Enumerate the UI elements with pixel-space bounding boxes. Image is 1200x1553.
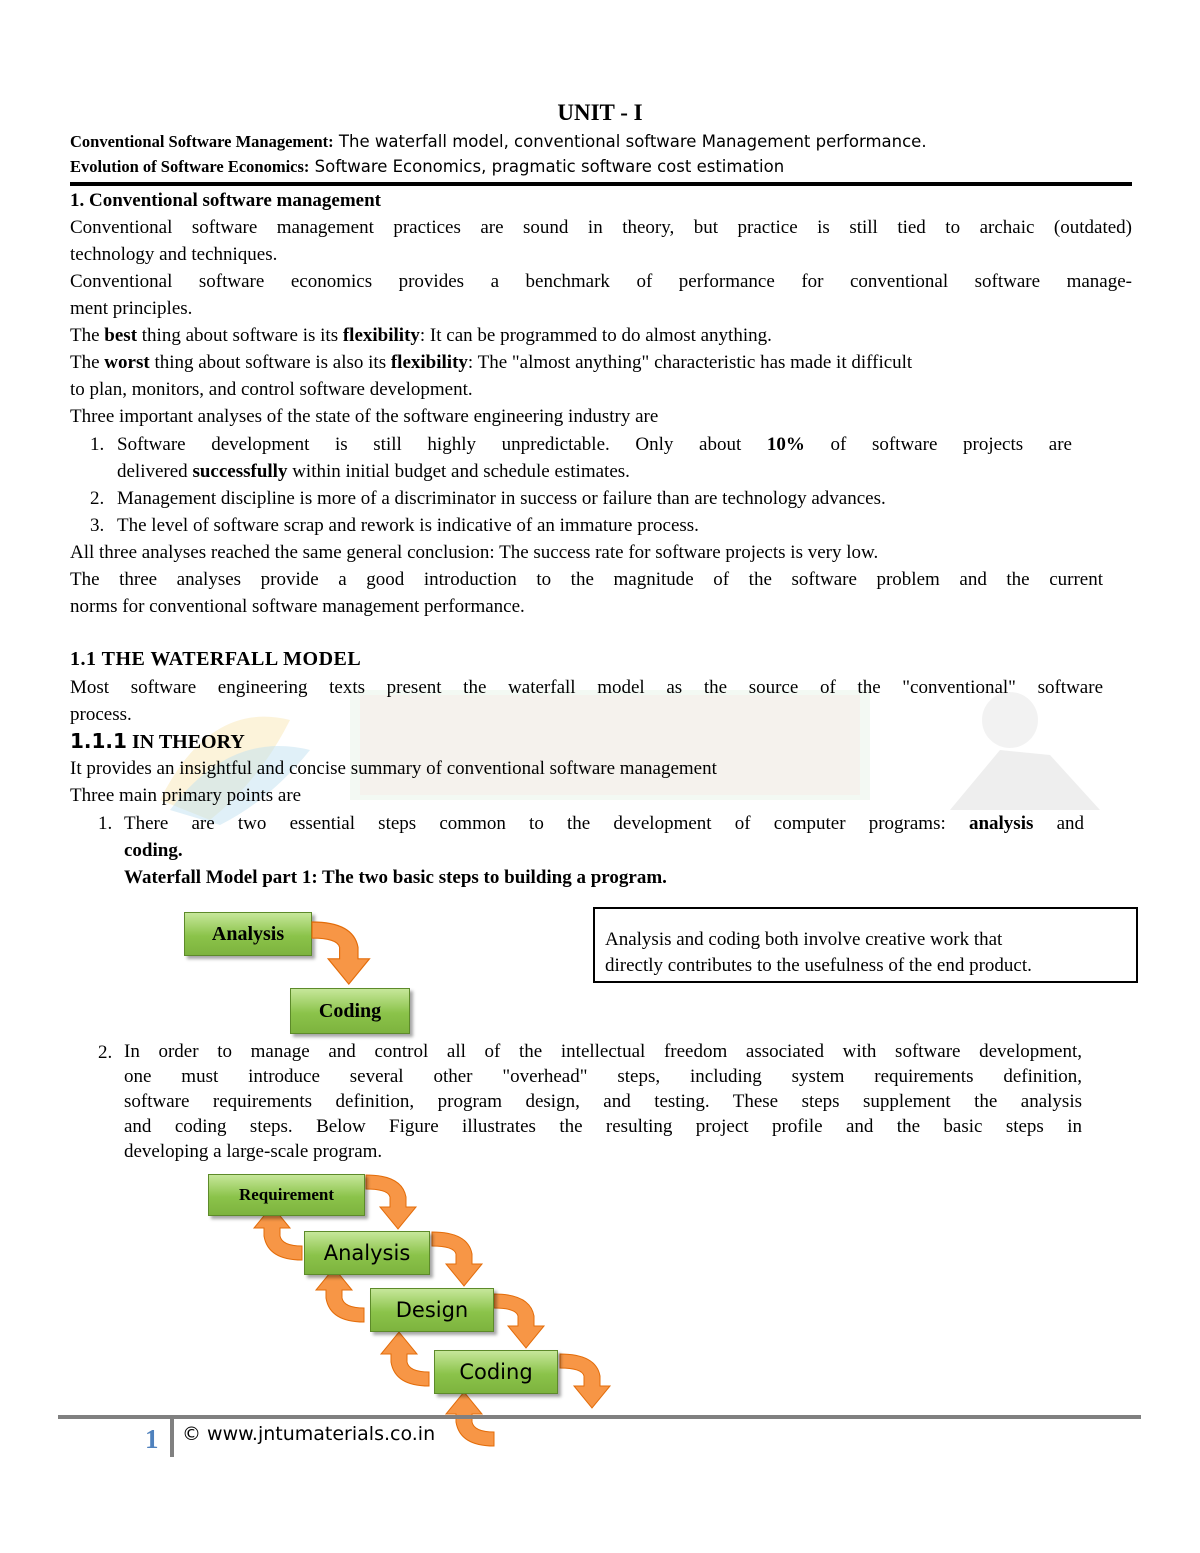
text: within initial budget and schedule estimates. xyxy=(287,461,630,482)
text: thing about software is its xyxy=(137,325,343,346)
paragraph-line: ment principles. xyxy=(70,298,193,319)
syllabus-label: Evolution of Software Economics: xyxy=(70,157,310,176)
analysis-step-box: Analysis xyxy=(304,1231,430,1275)
text: The xyxy=(70,352,105,373)
paragraph-line: process. xyxy=(70,704,132,725)
list-number: 1. xyxy=(98,813,113,834)
list-item: and coding steps. Below Figure illustrates the resulting project profile and the basic steps in xyxy=(124,1116,1082,1137)
list-number: 2. xyxy=(90,488,105,509)
paragraph-line: to plan, monitors, and control software development. xyxy=(70,379,473,400)
text: and xyxy=(1033,813,1084,834)
note-line: directly contributes to the usefulness of the end product. xyxy=(605,955,1032,976)
bold-text: worst xyxy=(104,352,150,373)
paragraph-line: Conventional software management practices are sound in theory, but practice is still tied to archaic (outdated) xyxy=(70,217,1132,238)
unit-title: UNIT - I xyxy=(557,100,643,125)
list-item: The level of software scrap and rework is indicative of an immature process. xyxy=(117,515,699,536)
text: : The "almost anything" characteristic has made it difficult xyxy=(467,352,913,373)
section-heading: 1.1 THE WATERFALL MODEL xyxy=(70,648,362,670)
paragraph-line: The three analyses provide a good introduction to the magnitude of the software problem and the current xyxy=(70,569,1103,590)
list-item: coding. xyxy=(124,840,183,861)
forward-arrow-icon xyxy=(560,1354,610,1408)
coding-step-box: Coding xyxy=(290,988,410,1034)
requirement-step-box: Requirement xyxy=(208,1174,365,1216)
figure-caption: Waterfall Model part 1: The two basic steps to building a program. xyxy=(124,867,667,888)
forward-arrow-icon xyxy=(366,1175,416,1229)
bold-text: 10% xyxy=(766,434,805,455)
footer-url: © www.jntumaterials.co.in xyxy=(182,1423,436,1445)
heading-number: 1.1.1 xyxy=(70,729,127,753)
list-item: Management discipline is more of a discriminator in success or failure than are technology advances. xyxy=(117,488,886,509)
paragraph-line: Three important analyses of the state of the software engineering industry are xyxy=(70,406,659,427)
footer-divider xyxy=(58,1415,1141,1419)
paragraph-line: Conventional software economics provides a benchmark of performance for conventional software manage- xyxy=(70,271,1132,292)
paragraph-line: technology and techniques. xyxy=(70,244,278,265)
bold-text: flexibility xyxy=(390,352,468,373)
list-item: developing a large-scale program. xyxy=(124,1141,383,1162)
paragraph-line: It provides an insightful and concise summary of conventional software management xyxy=(70,758,717,779)
list-item: one must introduce several other "overhead" steps, including system requirements definition, xyxy=(124,1066,1082,1087)
back-arrow-icon xyxy=(446,1392,494,1446)
back-arrow-icon xyxy=(381,1332,429,1386)
syllabus-label: Conventional Software Management: xyxy=(70,132,334,151)
list-item: In order to manage and control all of the intellectual freedom associated with software development, xyxy=(124,1041,1082,1062)
bold-text: successfully xyxy=(192,461,288,482)
text: of software projects are xyxy=(804,434,1072,455)
forward-arrow-icon xyxy=(432,1232,482,1286)
back-arrow-icon xyxy=(316,1268,364,1322)
page-number: 1 xyxy=(145,1424,159,1454)
paragraph-line: All three analyses reached the same general conclusion: The success rate for software projects is very low. xyxy=(70,542,879,563)
text: delivered xyxy=(117,461,193,482)
bold-text: best xyxy=(104,325,138,346)
section-heading: 1. Conventional software management xyxy=(70,190,382,211)
bold-text: analysis xyxy=(968,813,1034,834)
text: thing about software is also its xyxy=(149,352,391,373)
paragraph-line: Most software engineering texts present the waterfall model as the source of the "conventional" software xyxy=(70,677,1103,698)
syllabus-text: The waterfall model, conventional software Management performance. xyxy=(333,132,927,151)
forward-arrow-icon xyxy=(494,1294,544,1348)
design-step-box: Design xyxy=(370,1288,494,1332)
syllabus-text: Software Economics, pragmatic software cost estimation xyxy=(309,157,785,176)
paragraph-line: norms for conventional software management performance. xyxy=(70,596,525,617)
text: The xyxy=(70,325,105,346)
footer-vertical-divider xyxy=(170,1417,174,1457)
list-item: software requirements definition, program design, and testing. These steps supplement the analysis xyxy=(124,1091,1082,1112)
note-line: Analysis and coding both involve creative work that xyxy=(605,929,1003,950)
text: : It can be programmed to do almost anything. xyxy=(419,325,772,346)
analysis-to-coding-arrow xyxy=(312,922,370,984)
list-number: 1. xyxy=(90,434,105,455)
list-number: 2. xyxy=(98,1042,113,1063)
text: There are two essential steps common to the development of computer programs: xyxy=(124,813,969,834)
list-number: 3. xyxy=(90,515,105,536)
analysis-step-box: Analysis xyxy=(184,912,312,956)
bold-text: flexibility xyxy=(342,325,420,346)
heading-text: IN THEORY xyxy=(126,731,245,753)
text: Software development is still highly unpredictable. Only about xyxy=(117,434,767,455)
paragraph-line: Three main primary points are xyxy=(70,785,302,806)
coding-step-box: Coding xyxy=(434,1350,558,1394)
